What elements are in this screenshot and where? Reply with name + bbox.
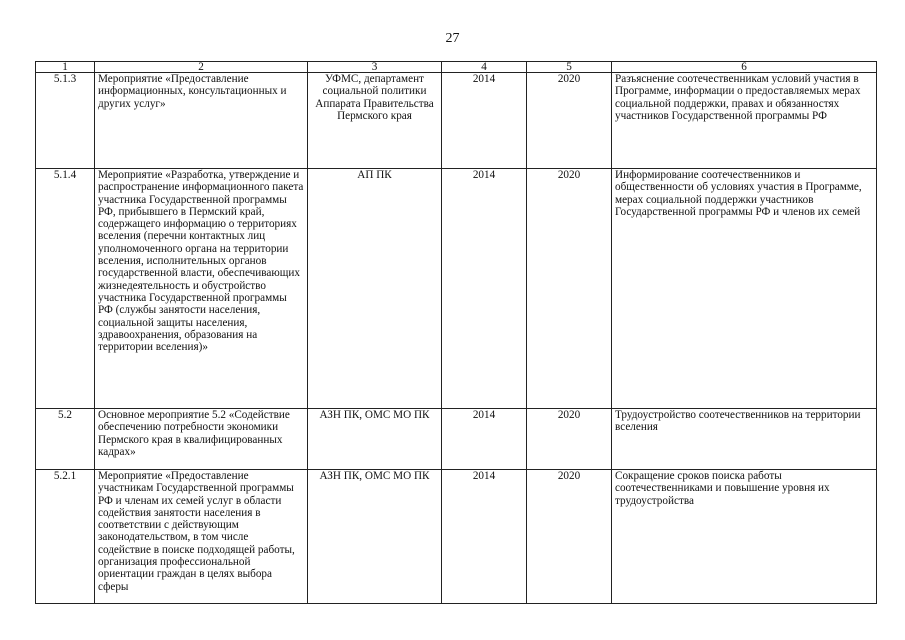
header-cell-2: 2	[95, 62, 308, 73]
expected-result: Трудоустройство соотечественников на территории вселения	[612, 409, 877, 470]
table-header-row	[36, 62, 877, 73]
end-year: 2020	[527, 470, 612, 604]
start-year: 2014	[442, 470, 527, 604]
activity-name: Мероприятие «Разработка, утверждение и распространение информационного пакета участника Государственной программы РФ, прибывшего в Пермский край, содержащего информацию о территориях вселения (перечни контактных лиц уполномоченного органа на территории вселения, исполнительных органов государственной власти, обеспечивающих жизнедеятельность и обустройство участника Государственной программы РФ (службы занятости населения, социальной защиты населения, здравоохранения, образования на территории вселения)»	[95, 169, 308, 409]
table-row	[36, 169, 877, 409]
start-year: 2014	[442, 409, 527, 470]
end-year: 2020	[527, 73, 612, 169]
end-year: 2020	[527, 409, 612, 470]
end-year: 2020	[527, 169, 612, 409]
activity-name: Мероприятие «Предоставление участникам Государственной программы РФ и членам их семей услуг в области содействия занятости населения в соответствии с действующим законодательством, в том числе содействие в поиске подходящей работы, организация профессиональной ориентации граждан в целях выбора сферы	[95, 470, 308, 604]
start-year: 2014	[442, 169, 527, 409]
executor: АЗН ПК, ОМС МО ПК	[308, 409, 442, 470]
program-activities-table	[35, 61, 877, 604]
activity-name: Основное мероприятие 5.2 «Содействие обеспечению потребности экономики Пермского края в квалифицированных кадрах»	[95, 409, 308, 470]
executor: АЗН ПК, ОМС МО ПК	[308, 470, 442, 604]
expected-result: Информирование соотечественников и общественности об условиях участия в Программе, мерах социальной поддержки участников Государственной программы РФ и членов их семей	[612, 169, 877, 409]
header-cell-6: 6	[612, 62, 877, 73]
table-row	[36, 73, 877, 169]
header-cell-5: 5	[527, 62, 612, 73]
table-row	[36, 470, 877, 604]
expected-result: Сокращение сроков поиска работы соотечественниками и повышение уровня их трудоустройства	[612, 470, 877, 604]
header-cell-3: 3	[308, 62, 442, 73]
row-number: 5.1.4	[36, 169, 95, 409]
executor: УФМС, департамент социальной политики Аппарата Правительства Пермского края	[308, 73, 442, 169]
header-cell-1: 1	[36, 62, 95, 73]
row-number: 5.2.1	[36, 470, 95, 604]
header-cell-4: 4	[442, 62, 527, 73]
expected-result: Разъяснение соотечественникам условий участия в Программе, информации о предоставляемых мерах социальной поддержки, правах и обязанностях участников Государственной программы РФ	[612, 73, 877, 169]
table-row	[36, 409, 877, 470]
row-number: 5.2	[36, 409, 95, 470]
start-year: 2014	[442, 73, 527, 169]
page-number: 27	[445, 31, 460, 46]
row-number: 5.1.3	[36, 73, 95, 169]
activity-name: Мероприятие «Предоставление информационных, консультационных и других услуг»	[95, 73, 308, 169]
executor: АП ПК	[308, 169, 442, 409]
